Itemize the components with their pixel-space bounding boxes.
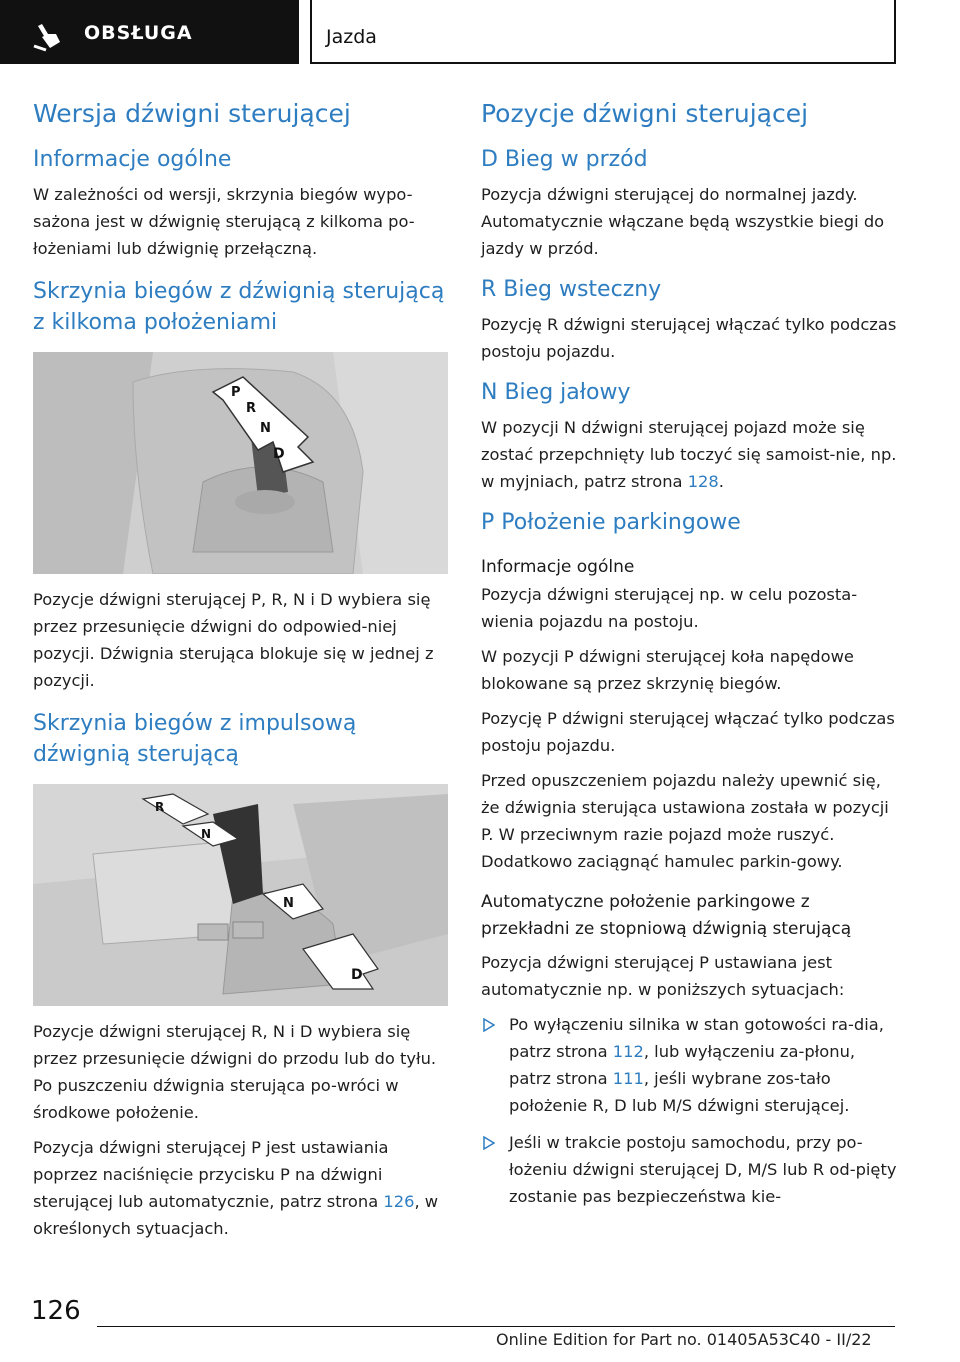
impulse-letter-n-bottom: N [283, 896, 294, 911]
right-title: Pozycje dźwigni sterującej [481, 99, 809, 128]
list-item-1-b: , lub wyłączeniu za-płonu, patrz strona [509, 1042, 856, 1088]
page-header [0, 0, 960, 66]
d-heading: D Bieg w przód [481, 147, 648, 172]
p-heading: P Położenie parkingowe [481, 510, 741, 535]
link-page-112[interactable]: 112 [612, 1042, 644, 1061]
bullet-triangle-icon [483, 1136, 495, 1150]
p-button-text-a: Pozycja dźwigni sterującej P jest ustawiania poprzez naciśnięcie przycisku P na dźwigni sterującej lub automatycznie, patrz strona [33, 1138, 389, 1211]
list-item-2: Jeśli w trakcie postoju samochodu, przy po-łożeniu dźwigni sterującej D, M/S lub R od-pięty zostanie pas bezpieczeństwa kie- [509, 1133, 897, 1206]
auto-park-text: Pozycja dźwigni sterującej P ustawiana jest automatycznie np. w poniższych sytuacjach: [481, 953, 845, 999]
figure-impulse-lever [33, 784, 448, 1006]
p-button-text-b: , w określonych sytuacjach. [33, 1192, 439, 1238]
impulse-letter-r: R [155, 800, 165, 814]
list-item [481, 1129, 901, 1210]
lever-letter-n: N [260, 421, 271, 436]
lever-letter-p: P [231, 385, 241, 400]
p-subheading-general: Informacje ogólne [481, 557, 635, 577]
lever-letter-r: R [246, 401, 257, 416]
p-text-2: W pozycji P dźwigni sterującej koła napędowe blokowane są przez skrzynię biegów. [481, 647, 854, 693]
n-text-a: W pozycji N dźwigni sterującej pojazd może się zostać przepchnięty lub toczyć się samoist-nie, np. w myjniach, patrz strona [481, 418, 897, 491]
r-text: Pozycję R dźwigni sterującej włączać tylko podczas postoju pojazdu. [481, 315, 897, 361]
impulse-letter-n-top: N [201, 827, 212, 841]
hand-pointer-icon [30, 22, 66, 52]
multi-position-heading: Skrzynia biegów z dźwignią sterującą z kilkoma położeniami [33, 279, 445, 335]
left-column [33, 96, 453, 1250]
multi-lever-illustration [33, 352, 448, 574]
right-column [481, 96, 901, 1220]
r-heading: R Bieg wsteczny [481, 277, 662, 302]
link-page-128[interactable]: 128 [687, 472, 719, 491]
link-page-126[interactable]: 126 [383, 1192, 415, 1211]
section-tab [0, 0, 299, 64]
general-heading: Informacje ogólne [33, 147, 232, 172]
chapter-box [310, 0, 896, 64]
d-text: Pozycja dźwigni sterującej do normalnej jazdy. Automatycznie włączane będą wszystkie biegi do jazdy w przód. [481, 185, 885, 258]
impulse-text: Pozycje dźwigni sterującej R, N i D wybiera się przez przesunięcie dźwigni do przodu lub do tyłu. Po puszczeniu dźwignia sterująca po-wróci w środkowe położenie. [33, 1022, 437, 1122]
auto-park-heading: Automatyczne położenie parkingowe z przekładni ze stopniową dźwignią sterującą [481, 892, 852, 939]
chapter-label: Jazda [326, 26, 377, 48]
impulse-lever-illustration [33, 784, 448, 1006]
auto-park-list [481, 1011, 901, 1210]
impulse-heading: Skrzynia biegów z impulsową dźwignią sterującą [33, 711, 357, 767]
p-button-text [33, 1134, 453, 1242]
impulse-letter-d: D [351, 967, 363, 983]
section-label: OBSŁUGA [84, 22, 193, 44]
list-item [481, 1011, 901, 1119]
p-text-3: Pozycję P dźwigni sterującej włączać tylko podczas postoju pojazdu. [481, 709, 895, 755]
multi-position-text: Pozycje dźwigni sterującej P, R, N i D wybiera się przez przesunięcie dźwigni do odpowied-niej pozycji. Dźwignia sterująca blokuje się w jednej z pozycji. [33, 590, 434, 690]
general-text: W zależności od wersji, skrzynia biegów wypo-sażona jest w dźwignię sterującą z kilkoma po-łożeniami lub dźwignię przełączną. [33, 185, 415, 258]
page-number: 126 [31, 1296, 81, 1326]
p-text-4: Przed opuszczeniem pojazdu należy upewnić się, że dźwignia sterująca ustawiona została w pozycji P. W przeciwnym razie pojazd może ruszyć. Dodatkowo zaciągnąć hamulec parkin-gowy. [481, 771, 889, 871]
lever-letter-d: D [273, 446, 285, 462]
n-text [481, 414, 901, 495]
footer-divider [97, 1326, 895, 1327]
p-text-1: Pozycja dźwigni sterującej np. w celu pozosta-wienia pojazdu na postoju. [481, 585, 858, 631]
bullet-triangle-icon [483, 1018, 495, 1032]
link-page-111[interactable]: 111 [612, 1069, 644, 1088]
n-text-b: . [718, 472, 724, 491]
left-title: Wersja dźwigni sterującej [33, 99, 351, 128]
list-item-1-c: , jeśli wybrane zos-tało położenie R, D lub M/S dźwigni sterującej. [509, 1069, 850, 1115]
figure-multi-position-lever [33, 352, 448, 574]
list-item-1-a: Po wyłączeniu silnika w stan gotowości ra-dia, patrz strona [509, 1015, 884, 1061]
n-heading: N Bieg jałowy [481, 380, 631, 405]
edition-text: Online Edition for Part no. 01405A53C40 - II/22 [496, 1330, 872, 1349]
